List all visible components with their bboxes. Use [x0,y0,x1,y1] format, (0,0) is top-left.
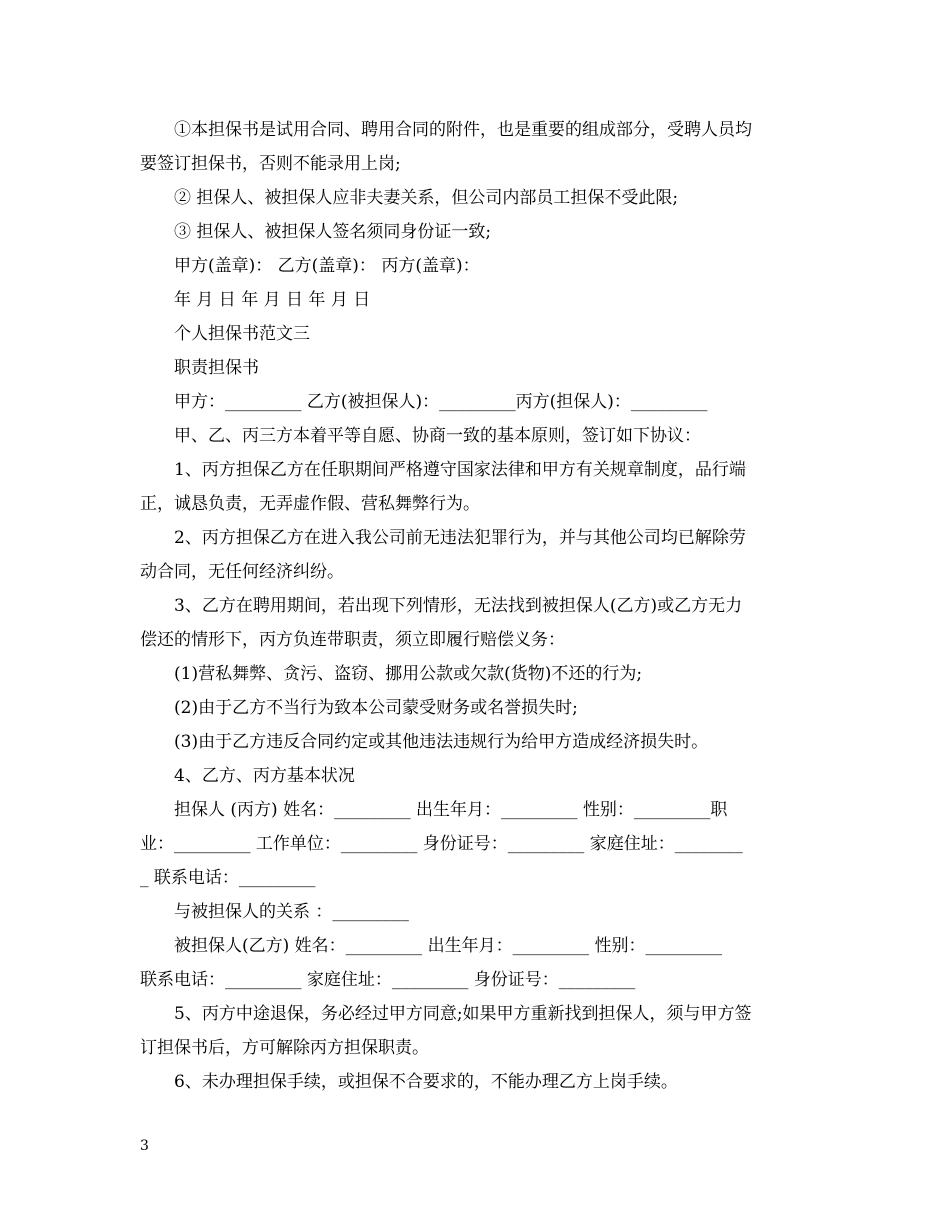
clause-1-continuation: 要签订担保书，否则不能录用上岗; [140,154,401,174]
article-3-item-2: (2)由于乙方不当行为致本公司蒙受财务或名誉损失时; [174,698,578,718]
article-6-text: 6、未办理担保手续，或担保不合要求的，不能办理乙方上岗手续。 [174,1072,678,1092]
clause-3-text: ③ 担保人、被担保人签名须同身份证一致; [174,222,492,242]
seal-line: 甲方(盖章)： 乙方(盖章)： 丙方(盖章)： [174,256,480,276]
guarantor-info-line-3: _ 联系电话：_________ [140,868,316,888]
clause-2-text: ② 担保人、被担保人应非夫妻关系，但公司内部员工担保不受此限; [174,188,679,208]
section-heading: 个人担保书范文三 [174,324,310,344]
article-3-text: 3、乙方在聘用期间，若出现下列情形，无法找到被担保人(乙方)或乙方无力 [174,596,743,616]
article-5-text: 5、丙方中途退保，务必经过甲方同意;如果甲方重新找到担保人，须与甲方签 [174,1004,752,1024]
article-4-heading: 4、乙方、丙方基本状况 [174,766,355,786]
guaranteed-info-line-1: 被担保人(乙方) 姓名：_________ 出生年月：_________ 性别：_________ [174,936,722,956]
agreement-intro: 甲、乙、丙三方本着平等自愿、协商一致的基本原则，签订如下协议： [174,426,701,446]
guaranteed-info-line-2: 联系电话：_________ 家庭住址：_________ 身份证号：_________ [140,970,636,990]
parties-line: 甲方：_________ 乙方(被担保人)：_________丙方(担保人)：_________ [174,392,708,412]
document-body [140,113,812,1099]
page-number: 3 [140,1138,149,1154]
guarantor-info-line-1: 担保人 (丙方) 姓名：_________ 出生年月：_________ 性别：_________职 [174,800,728,820]
article-1-text: 1、丙方担保乙方在任职期间严格遵守国家法律和甲方有关规章制度，品行端 [174,460,746,480]
article-5-continuation: 订担保书后，方可解除丙方担保职责。 [140,1038,429,1058]
article-2-continuation: 动合同，无任何经济纠纷。 [140,562,344,582]
article-1-continuation: 正，诚恳负责，无弄虚作假、营私舞弊行为。 [140,494,480,514]
document-title: 职责担保书 [174,358,259,378]
guarantor-info-line-2: 业：_________ 工作单位：_________ 身份证号：_________ 家庭住址：________ [140,834,743,854]
article-3-item-1: (1)营私舞弊、贪污、盗窃、挪用公款或欠款(货物)不还的行为; [174,664,643,684]
date-line: 年 月 日 年 月 日 年 月 日 [174,290,371,310]
article-2-text: 2、丙方担保乙方在进入我公司前无违法犯罪行为，并与其他公司均已解除劳 [174,528,746,548]
clause-1-text: ①本担保书是试用合同、聘用合同的附件，也是重要的组成部分，受聘人员均 [174,120,752,140]
article-3-continuation: 偿还的情形下，丙方负连带职责，须立即履行赔偿义务： [140,630,565,650]
relationship-line: 与被担保人的关系 ：_________ [174,902,409,922]
article-3-item-3: (3)由于乙方违反合同约定或其他违法违规行为给甲方造成经济损失时。 [174,732,709,752]
